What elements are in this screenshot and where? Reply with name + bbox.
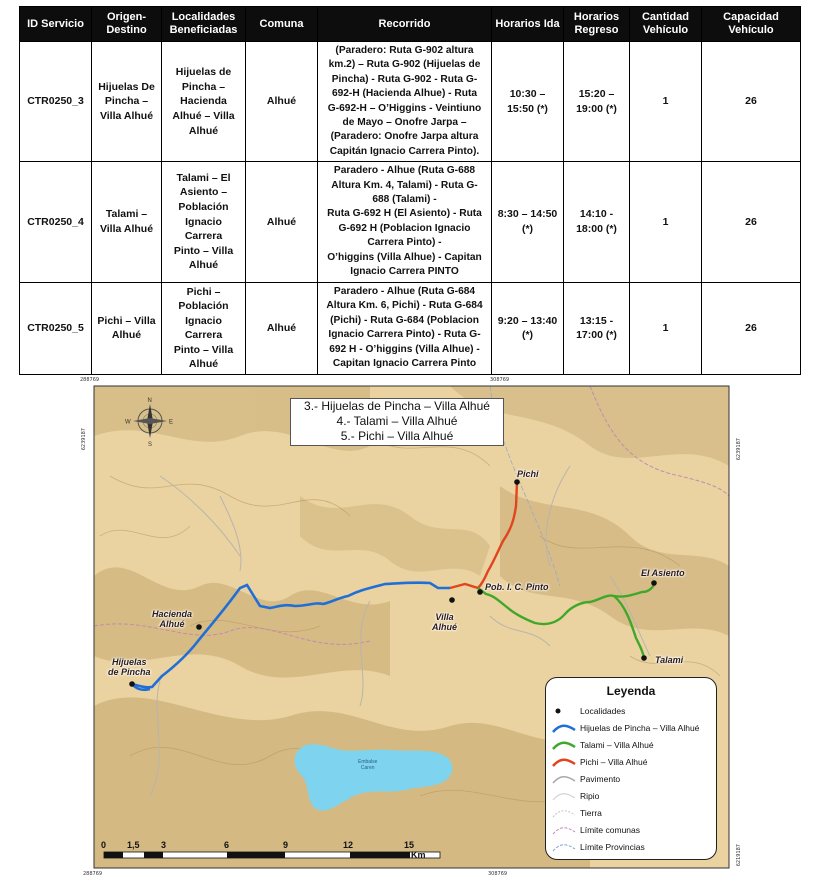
header-localidades: Localidades Beneficiadas: [162, 7, 246, 42]
cell-regreso: 13:15 - 17:00 (*): [564, 282, 630, 375]
cell-ida: 8:30 – 14:50 (*): [492, 162, 564, 282]
cell-comuna: Alhué: [246, 162, 318, 282]
coord-left: 6239187: [81, 428, 87, 451]
line-blue-icon: [552, 720, 576, 736]
cell-origen: Talami – Villa Alhué: [92, 162, 162, 282]
header-ida: Horarios Ida: [492, 7, 564, 42]
town-dot-hacienda-alhue: [196, 624, 202, 630]
place-label-pob-icp: Pob. I. C. Pinto: [485, 582, 549, 592]
dot-icon: [552, 703, 576, 719]
cell-regreso: 14:10 - 18:00 (*): [564, 162, 630, 282]
coord-top-left: 288769: [80, 377, 100, 383]
scale-tick: 12: [343, 840, 354, 850]
place-label-hijuelas: Hijuelas de Pincha: [108, 657, 151, 677]
cell-capacidad: 26: [702, 42, 801, 162]
town-dot-el-asiento: [651, 580, 657, 586]
coord-bottom-mid: 308769: [488, 871, 508, 877]
legend-item-limite-provincias: Límite Provincias: [552, 839, 714, 855]
header-origen: Origen- Destino: [92, 7, 162, 42]
scale-tick: 6: [224, 840, 230, 850]
services-table: [19, 6, 801, 375]
town-dot-villa-alhue: [449, 597, 455, 603]
place-label-hacienda-alhue: Hacienda Alhué: [152, 609, 193, 629]
line-red-icon: [552, 754, 576, 770]
town-dot-hijuelas: [129, 681, 135, 687]
map-title-line: 3.- Hijuelas de Pincha – Villa Alhué: [304, 399, 490, 413]
map-title-line: 4.- Talami – Villa Alhué: [336, 414, 458, 428]
cell-id: CTR0250_3: [20, 42, 92, 162]
place-label-el-asiento: El Asiento: [641, 568, 685, 578]
coord-bottom-left: 288769: [83, 871, 103, 877]
cell-cantidad: 1: [630, 282, 702, 375]
cell-ida: 10:30 – 15:50 (*): [492, 42, 564, 162]
compass-s: S: [148, 442, 153, 448]
legend-title: Leyenda: [606, 684, 656, 698]
line-green-icon: [552, 737, 576, 753]
legend-item-ripio: Ripio: [552, 788, 714, 804]
cell-id: CTR0250_5: [20, 282, 92, 375]
cell-origen: Pichi – Villa Alhué: [92, 282, 162, 375]
cell-recorrido: Paradero - Alhue (Ruta G-684 Altura Km. 6, Pichi) - Ruta G-684 (Pichi) - Ruta G-684 (Poblacion Ignacio Carrera Pinto) - Ruta G- 692 H - O’higgins (Villa Alhue) - Capitan Ignacio Carrera Pinto: [318, 282, 492, 375]
table-row: [20, 42, 801, 162]
cell-id: CTR0250_4: [20, 162, 92, 282]
scale-bar: [104, 852, 440, 858]
line-light-icon: [552, 788, 576, 804]
place-label-villa-alhue: Villa Alhué: [432, 612, 458, 632]
cell-capacidad: 26: [702, 282, 801, 375]
town-dot-pichi: [514, 479, 520, 485]
map-legend: [545, 677, 717, 860]
compass-w: W: [125, 419, 131, 426]
coord-right-bottom: 6219187: [736, 844, 742, 867]
cell-localidades: Hijuelas de Pincha – Hacienda Alhué – Villa Alhué: [162, 42, 246, 162]
line-dashed-light-icon: [552, 805, 576, 821]
header-capacidad: Capacidad Vehículo: [702, 7, 801, 42]
cell-comuna: Alhué: [246, 42, 318, 162]
line-gray-icon: [552, 771, 576, 787]
legend-item-route-hijuelas: Hijuelas de Pincha – Villa Alhué: [552, 720, 714, 736]
scale-tick: 0: [101, 840, 107, 850]
cell-ida: 9:20 – 13:40 (*): [492, 282, 564, 375]
cell-localidades: Pichi – Población Ignacio Carrera Pinto – Villa Alhué: [162, 282, 246, 375]
cell-localidades: Talami – El Asiento – Población Ignacio Carrera Pinto – Villa Alhué: [162, 162, 246, 282]
place-label-talami: Talami: [655, 655, 684, 665]
header-cantidad: Cantidad Vehículo: [630, 7, 702, 42]
table-row: [20, 162, 801, 282]
legend-item-limite-comunas: Límite comunas: [552, 822, 714, 838]
scale-tick: 3: [161, 840, 167, 850]
map-title-line: 5.- Pichi – Villa Alhué: [340, 429, 454, 443]
legend-item-localidades: Localidades: [552, 703, 714, 719]
cell-cantidad: 1: [630, 42, 702, 162]
legend-item-route-pichi: Pichi – Villa Alhué: [552, 754, 714, 770]
town-dot-talami: [641, 655, 647, 661]
cell-comuna: Alhué: [246, 282, 318, 375]
header-regreso: Horarios Regreso: [564, 7, 630, 42]
cell-regreso: 15:20 – 19:00 (*): [564, 42, 630, 162]
town-dot-pob-icp: [477, 589, 483, 595]
cell-recorrido: Paradero - Alhue (Ruta G-688 Altura Km. 4, Talami) - Ruta G- 688 (Talami) - Ruta G-692 H (El Asiento) - Ruta G-692 H (Poblacion Ignacio Carrera Pinto) - O’higgins (Villa Alhue) - Capitan Ignacio Carrera PINTO: [318, 162, 492, 282]
header-comuna: Comuna: [246, 7, 318, 42]
place-label-pichi: Pichi: [517, 469, 539, 479]
legend-item-tierra: Tierra: [552, 805, 714, 821]
header-recorrido: Recorrido: [318, 7, 492, 42]
line-dashed-pink-icon: [552, 822, 576, 838]
coord-top-mid: 308769: [490, 377, 510, 383]
header-id: ID Servicio: [20, 7, 92, 42]
scale-tick: 15: [404, 840, 415, 850]
coord-right-top: 6239187: [736, 438, 742, 461]
cell-capacidad: 26: [702, 162, 801, 282]
lake-label: Embalse Caren: [358, 759, 378, 771]
legend-item-pavimento: Pavimento: [552, 771, 714, 787]
cell-recorrido: (Paradero: Ruta G-902 altura km.2) – Ruta G-902 (Hijuelas de Pincha) - Ruta G-902 - Ruta G- 692-H (Hacienda Alhue) - Ruta G-692-H – O’Higgins - Veintiuno de Mayo – Onofre Jarpa – (Paradero: Onofre Jarpa altura Capitán Ignacio Carrera Pinto).: [318, 42, 492, 162]
table-header-row: [20, 7, 801, 42]
cell-cantidad: 1: [630, 162, 702, 282]
scale-tick: 1,5: [127, 840, 140, 850]
compass-e: E: [169, 419, 174, 426]
scale-unit: Km: [411, 850, 426, 860]
scale-tick: 9: [283, 840, 289, 850]
line-dashed-blue-icon: [552, 839, 576, 855]
cell-origen: Hijuelas De Pincha – Villa Alhué: [92, 42, 162, 162]
legend-item-route-talami: Talami – Villa Alhué: [552, 737, 714, 753]
table-row: [20, 282, 801, 375]
route-map: [70, 376, 752, 879]
compass-n: N: [147, 398, 152, 404]
map-title-box: [290, 398, 504, 446]
